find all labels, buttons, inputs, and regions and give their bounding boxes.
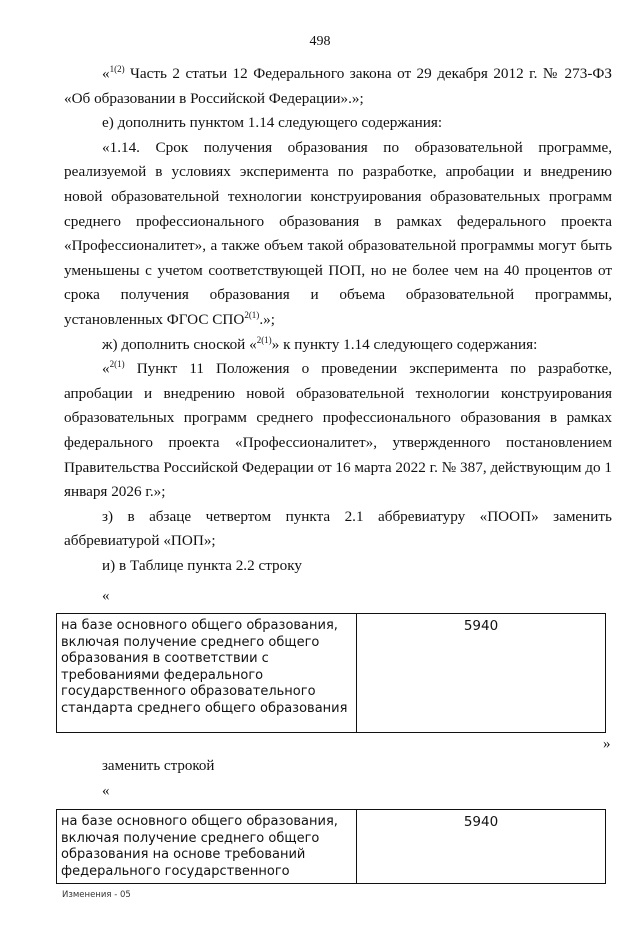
- paragraph-e: е) дополнить пунктом 1.14 следующего содержания:: [102, 114, 443, 132]
- quote-open-1: «: [102, 588, 110, 604]
- paragraph-z: з) в абзаце четвертом пункта 2.1 аббревиатуру «ПООП» заменить аббревиатурой «ПОП»;: [64, 507, 612, 550]
- paragraph-footnote-2-1: «$^{2(1)}$ Пункт 11 Положения о проведении эксперимента по разработке, апробации и внедрению новой образовательной технологии конструирования образовательных программ среднего профессионального образования в рамках федерального проекта «Профессионалитет», утвержденного постановлением Правительства Российской Федерации от 16 марта 2022 г. № 387, действующим до 1 января 2026 г.»;: [64, 359, 612, 501]
- table-cell-description: на базе основного общего образования, включая получение среднего общего образования в соответствии с требованиями федерального государственного образовательного стандарта среднего общего образования: [57, 614, 357, 732]
- footer-revision: Изменения - 05: [62, 890, 131, 900]
- quote-open-2: «: [102, 783, 110, 799]
- replace-label: заменить строкой: [102, 758, 215, 774]
- table-cell-value: 5940: [463, 618, 499, 634]
- table-cell-value: 5940: [463, 814, 499, 830]
- table-row-replacement: [56, 809, 606, 884]
- paragraph-zh: ж) дополнить сноской «$^{2(1)}$» к пункту 1.14 следующего содержания:: [102, 334, 538, 353]
- quote-close-1: »: [603, 736, 611, 752]
- table-cell-description: на базе основного общего образования, включая получение среднего общего образования на основе требований федерального государственного: [57, 810, 357, 883]
- paragraph-i: и) в Таблице пункта 2.2 строку: [102, 556, 302, 574]
- body-text: [64, 62, 612, 578]
- page-number: 498: [309, 34, 331, 49]
- paragraph-1-14: «1.14. Срок получения образования по образовательной программе, реализуемой в условиях эксперимента по разработке, апробации и внедрению новой образовательной технологии конструирования образовательных программ среднего профессионального образования в рамках федерального проекта «Профессионалитет», а также объем такой образовательной программы могут быть уменьшены с учетом соответствующей ПОП, но не более чем на 40 процентов от срока получения образования и объема образовательной программы, установленных ФГОС $СПО^{2(1)}$.»;: [64, 138, 612, 328]
- table-row-original: [56, 613, 606, 733]
- paragraph-footnote-1-2: «$^{1(2)}$ Часть 2 статьи 12 Федерального закона от 29 декабря 2012 г. № 273-ФЗ «Об образовании в Российской Федерации».»;: [64, 64, 612, 107]
